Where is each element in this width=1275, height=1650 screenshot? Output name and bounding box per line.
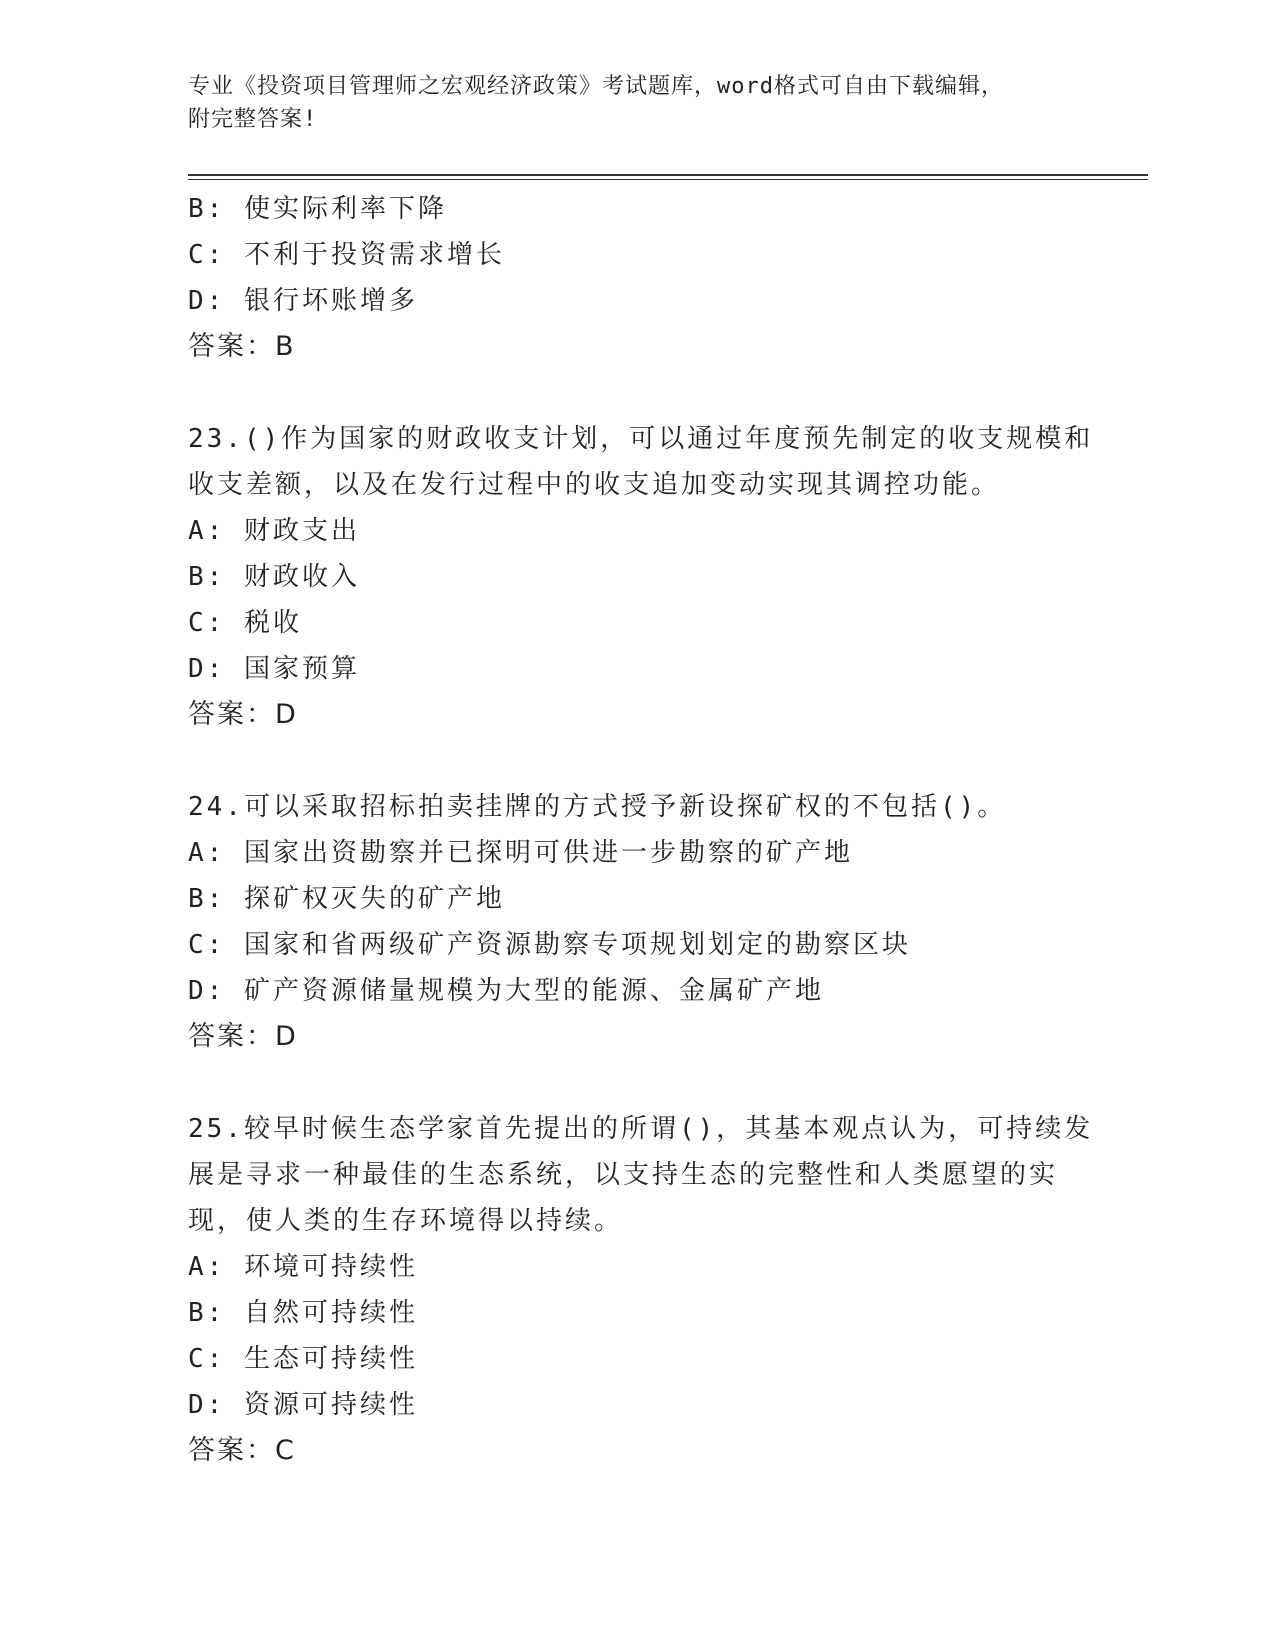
q25-stem-line-1: 25.较早时候生态学家首先提出的所谓()，其基本观点认为，可持续发 [188,1114,1094,1144]
q25-option-c: C: 生态可持续性 [188,1344,418,1374]
q22-option-b: B: 使实际利率下降 [188,194,447,224]
document-page [188,70,1148,1474]
header-line-2: 附完整答案! [188,107,318,132]
q24-option-c: C: 国家和省两级矿产资源勘察专项规划划定的勘察区块 [188,930,911,960]
q25-option-d: D: 资源可持续性 [188,1390,418,1420]
document-header [188,70,1068,136]
question-22 [188,186,1148,370]
q25-option-a: A: 环境可持续性 [188,1252,418,1282]
q23-stem-line-1: 23.()作为国家的财政收支计划，可以通过年度预先制定的收支规模和 [188,424,1094,454]
q22-option-c: C: 不利于投资需求增长 [188,240,505,270]
q24-answer: 答案：D [188,1021,298,1052]
spacer [188,738,1148,784]
q25-option-b: B: 自然可持续性 [188,1298,418,1328]
q23-option-d: D: 国家预算 [188,654,360,684]
q22-answer: 答案：B [188,331,296,362]
header-divider [188,174,1148,180]
question-25 [188,1106,1148,1474]
q25-stem-line-3: 现，使人类的生存环境得以持续。 [188,1206,624,1236]
q23-stem-line-2: 收支差额，以及在发行过程中的收支追加变动实现其调控功能。 [188,470,1001,500]
q23-option-a: A: 财政支出 [188,516,360,546]
q24-option-b: B: 探矿权灭失的矿产地 [188,884,505,914]
spacer [188,1060,1148,1106]
q22-option-d: D: 银行坏账增多 [188,286,418,316]
q24-option-d: D: 矿产资源储量规模为大型的能源、金属矿产地 [188,976,824,1006]
q25-answer: 答案：C [188,1435,296,1466]
q23-answer: 答案：D [188,699,298,730]
q23-option-b: B: 财政收入 [188,562,360,592]
q25-stem-line-2: 展是寻求一种最佳的生态系统，以支持生态的完整性和人类愿望的实 [188,1160,1059,1190]
q23-option-c: C: 税收 [188,608,302,638]
spacer [188,370,1148,416]
q24-option-a: A: 国家出资勘察并已探明可供进一步勘察的矿产地 [188,838,853,868]
header-line-1: 专业《投资项目管理师之宏观经济政策》考试题库，word格式可自由下载编辑， [188,74,1004,99]
question-24 [188,784,1148,1060]
q24-stem-line-1: 24.可以采取招标拍卖挂牌的方式授予新设探矿权的不包括()。 [188,792,1007,822]
question-23 [188,416,1148,738]
